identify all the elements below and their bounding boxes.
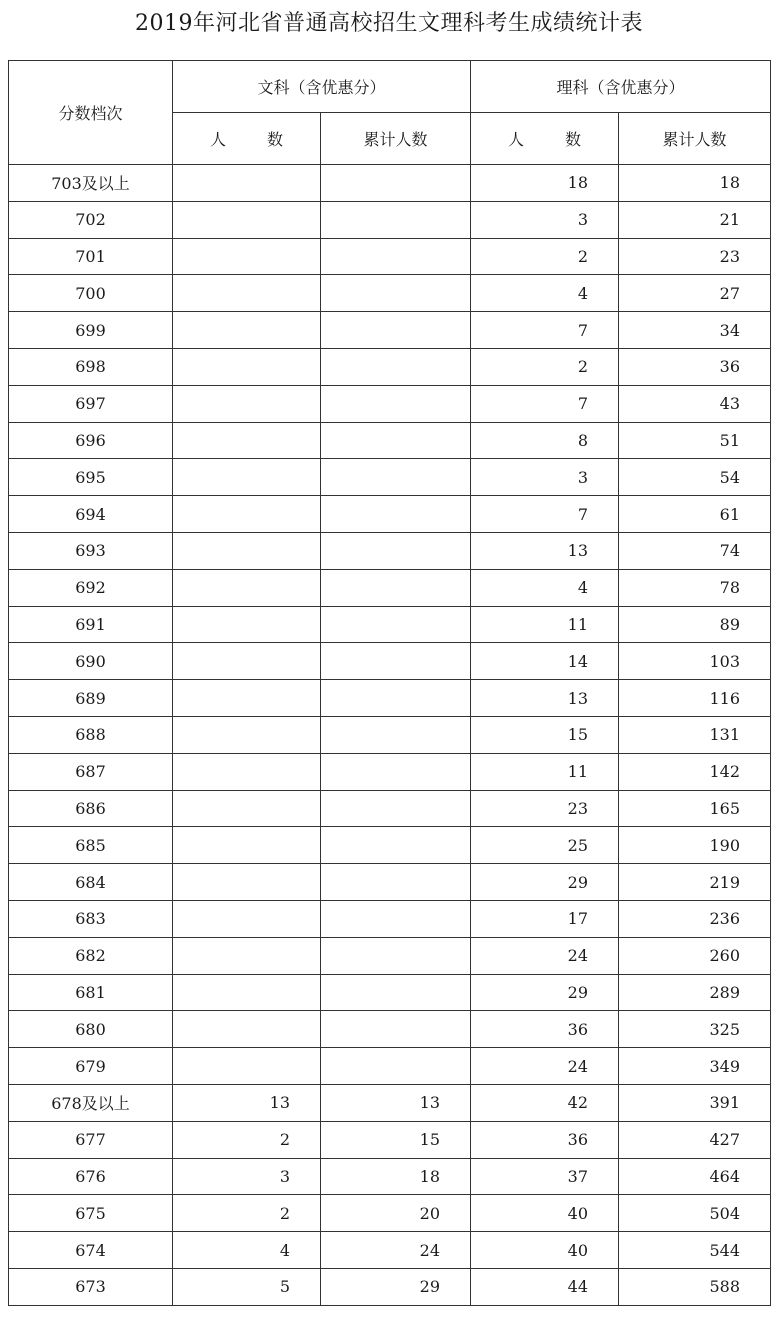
table-row [9, 900, 771, 937]
table-row [9, 569, 771, 606]
science-cumulative-cell: 61 [619, 496, 771, 533]
arts-count-cell [173, 238, 321, 275]
arts-count-cell: 5 [173, 1268, 321, 1305]
science-cumulative-cell: 103 [619, 643, 771, 680]
table-row [9, 496, 771, 533]
arts-count-cell: 3 [173, 1158, 321, 1195]
arts-cumulative-cell [321, 1048, 471, 1085]
science-count-cell: 8 [471, 422, 619, 459]
arts-count-cell [173, 753, 321, 790]
score-cell: 695 [9, 459, 173, 496]
science-count-cell: 15 [471, 716, 619, 753]
header-arts-count: 人 数 [173, 113, 321, 165]
table-row [9, 165, 771, 202]
score-cell: 702 [9, 201, 173, 238]
score-cell: 691 [9, 606, 173, 643]
science-count-cell: 7 [471, 496, 619, 533]
score-cell: 674 [9, 1232, 173, 1269]
table-row [9, 1121, 771, 1158]
science-cumulative-cell: 504 [619, 1195, 771, 1232]
arts-cumulative-cell [321, 753, 471, 790]
science-cumulative-cell: 36 [619, 348, 771, 385]
arts-cumulative-cell [321, 496, 471, 533]
science-count-cell: 17 [471, 900, 619, 937]
science-count-cell: 13 [471, 680, 619, 717]
table-row [9, 275, 771, 312]
header-arts-cumulative: 累计人数 [321, 113, 471, 165]
table-row [9, 1158, 771, 1195]
table-row [9, 532, 771, 569]
arts-count-cell [173, 532, 321, 569]
score-cell: 686 [9, 790, 173, 827]
arts-count-cell: 4 [173, 1232, 321, 1269]
score-cell: 678及以上 [9, 1084, 173, 1121]
score-cell: 701 [9, 238, 173, 275]
arts-cumulative-cell [321, 937, 471, 974]
score-cell: 683 [9, 900, 173, 937]
score-cell: 696 [9, 422, 173, 459]
science-count-cell: 4 [471, 275, 619, 312]
science-count-cell: 4 [471, 569, 619, 606]
arts-count-cell [173, 1011, 321, 1048]
science-count-cell: 2 [471, 348, 619, 385]
arts-cumulative-cell: 18 [321, 1158, 471, 1195]
arts-cumulative-cell [321, 459, 471, 496]
science-count-cell: 25 [471, 827, 619, 864]
header-science-cumulative: 累计人数 [619, 113, 771, 165]
arts-cumulative-cell: 29 [321, 1268, 471, 1305]
science-cumulative-cell: 190 [619, 827, 771, 864]
score-cell: 693 [9, 532, 173, 569]
header-science: 理科（含优惠分） [471, 61, 771, 113]
header-score-band: 分数档次 [9, 61, 173, 165]
science-cumulative-cell: 427 [619, 1121, 771, 1158]
science-count-cell: 2 [471, 238, 619, 275]
score-cell: 703及以上 [9, 165, 173, 202]
arts-count-cell [173, 827, 321, 864]
score-cell: 676 [9, 1158, 173, 1195]
arts-count-cell [173, 1048, 321, 1085]
score-cell: 692 [9, 569, 173, 606]
arts-cumulative-cell: 20 [321, 1195, 471, 1232]
arts-count-cell [173, 165, 321, 202]
score-cell: 688 [9, 716, 173, 753]
arts-count-cell [173, 864, 321, 901]
science-cumulative-cell: 142 [619, 753, 771, 790]
score-cell: 689 [9, 680, 173, 717]
table-row [9, 643, 771, 680]
science-cumulative-cell: 219 [619, 864, 771, 901]
science-count-cell: 36 [471, 1121, 619, 1158]
arts-count-cell [173, 974, 321, 1011]
science-cumulative-cell: 289 [619, 974, 771, 1011]
table-row [9, 1048, 771, 1085]
arts-count-cell [173, 312, 321, 349]
arts-cumulative-cell [321, 312, 471, 349]
arts-cumulative-cell [321, 348, 471, 385]
score-cell: 699 [9, 312, 173, 349]
arts-cumulative-cell: 15 [321, 1121, 471, 1158]
table-row [9, 716, 771, 753]
arts-count-cell [173, 643, 321, 680]
science-count-cell: 14 [471, 643, 619, 680]
science-cumulative-cell: 54 [619, 459, 771, 496]
arts-count-cell [173, 716, 321, 753]
table-row [9, 201, 771, 238]
header-science-count: 人 数 [471, 113, 619, 165]
arts-count-cell [173, 201, 321, 238]
arts-cumulative-cell [321, 532, 471, 569]
science-cumulative-cell: 236 [619, 900, 771, 937]
arts-cumulative-cell [321, 790, 471, 827]
score-cell: 680 [9, 1011, 173, 1048]
arts-count-cell [173, 900, 321, 937]
arts-count-cell: 2 [173, 1195, 321, 1232]
score-cell: 697 [9, 385, 173, 422]
science-cumulative-cell: 260 [619, 937, 771, 974]
score-cell: 675 [9, 1195, 173, 1232]
table-row [9, 606, 771, 643]
arts-count-cell [173, 275, 321, 312]
arts-cumulative-cell [321, 974, 471, 1011]
arts-cumulative-cell [321, 643, 471, 680]
table-row [9, 790, 771, 827]
arts-cumulative-cell [321, 422, 471, 459]
arts-count-cell [173, 790, 321, 827]
table-row [9, 348, 771, 385]
score-cell: 687 [9, 753, 173, 790]
arts-cumulative-cell [321, 900, 471, 937]
science-cumulative-cell: 116 [619, 680, 771, 717]
table-row [9, 312, 771, 349]
table-row [9, 1084, 771, 1121]
science-count-cell: 11 [471, 606, 619, 643]
science-count-cell: 7 [471, 385, 619, 422]
science-count-cell: 40 [471, 1195, 619, 1232]
arts-count-cell [173, 496, 321, 533]
arts-cumulative-cell [321, 569, 471, 606]
science-count-cell: 18 [471, 165, 619, 202]
science-cumulative-cell: 34 [619, 312, 771, 349]
arts-count-cell: 13 [173, 1084, 321, 1121]
arts-cumulative-cell [321, 238, 471, 275]
arts-count-cell [173, 569, 321, 606]
science-cumulative-cell: 349 [619, 1048, 771, 1085]
arts-cumulative-cell [321, 165, 471, 202]
science-cumulative-cell: 51 [619, 422, 771, 459]
table-row [9, 1011, 771, 1048]
table-body [9, 165, 771, 1306]
score-cell: 690 [9, 643, 173, 680]
science-cumulative-cell: 78 [619, 569, 771, 606]
science-cumulative-cell: 21 [619, 201, 771, 238]
science-cumulative-cell: 165 [619, 790, 771, 827]
arts-count-cell [173, 385, 321, 422]
table-row [9, 1232, 771, 1269]
arts-cumulative-cell [321, 385, 471, 422]
science-cumulative-cell: 89 [619, 606, 771, 643]
science-cumulative-cell: 23 [619, 238, 771, 275]
score-cell: 684 [9, 864, 173, 901]
science-count-cell: 7 [471, 312, 619, 349]
science-cumulative-cell: 131 [619, 716, 771, 753]
science-count-cell: 40 [471, 1232, 619, 1269]
science-cumulative-cell: 74 [619, 532, 771, 569]
arts-cumulative-cell [321, 1011, 471, 1048]
arts-cumulative-cell [321, 606, 471, 643]
score-cell: 681 [9, 974, 173, 1011]
science-cumulative-cell: 43 [619, 385, 771, 422]
score-cell: 698 [9, 348, 173, 385]
arts-count-cell: 2 [173, 1121, 321, 1158]
score-cell: 677 [9, 1121, 173, 1158]
arts-cumulative-cell [321, 864, 471, 901]
table-row [9, 385, 771, 422]
table-row [9, 422, 771, 459]
arts-count-cell [173, 422, 321, 459]
page-title: 2019年河北省普通高校招生文理科考生成绩统计表 [135, 11, 643, 36]
arts-count-cell [173, 459, 321, 496]
score-cell: 673 [9, 1268, 173, 1305]
science-cumulative-cell: 18 [619, 165, 771, 202]
science-count-cell: 3 [471, 201, 619, 238]
score-cell: 685 [9, 827, 173, 864]
science-count-cell: 23 [471, 790, 619, 827]
science-count-cell: 42 [471, 1084, 619, 1121]
arts-count-cell [173, 680, 321, 717]
table-row [9, 459, 771, 496]
science-count-cell: 29 [471, 974, 619, 1011]
table-row [9, 680, 771, 717]
science-count-cell: 24 [471, 1048, 619, 1085]
arts-cumulative-cell [321, 275, 471, 312]
table-row [9, 827, 771, 864]
science-count-cell: 13 [471, 532, 619, 569]
science-count-cell: 24 [471, 937, 619, 974]
arts-cumulative-cell [321, 201, 471, 238]
score-cell: 682 [9, 937, 173, 974]
arts-cumulative-cell [321, 827, 471, 864]
table-row [9, 864, 771, 901]
science-cumulative-cell: 325 [619, 1011, 771, 1048]
arts-cumulative-cell [321, 716, 471, 753]
score-cell: 679 [9, 1048, 173, 1085]
table-row [9, 937, 771, 974]
science-cumulative-cell: 544 [619, 1232, 771, 1269]
table-row [9, 1268, 771, 1305]
science-count-cell: 37 [471, 1158, 619, 1195]
table-row [9, 753, 771, 790]
science-cumulative-cell: 464 [619, 1158, 771, 1195]
science-count-cell: 36 [471, 1011, 619, 1048]
science-count-cell: 44 [471, 1268, 619, 1305]
table-row [9, 1195, 771, 1232]
science-count-cell: 29 [471, 864, 619, 901]
arts-cumulative-cell [321, 680, 471, 717]
science-count-cell: 11 [471, 753, 619, 790]
score-cell: 694 [9, 496, 173, 533]
science-cumulative-cell: 588 [619, 1268, 771, 1305]
arts-cumulative-cell: 24 [321, 1232, 471, 1269]
score-statistics-table [8, 60, 771, 1306]
arts-cumulative-cell: 13 [321, 1084, 471, 1121]
arts-count-cell [173, 937, 321, 974]
arts-count-cell [173, 348, 321, 385]
arts-count-cell [173, 606, 321, 643]
table-row [9, 974, 771, 1011]
table-row [9, 238, 771, 275]
header-arts: 文科（含优惠分） [173, 61, 471, 113]
science-cumulative-cell: 27 [619, 275, 771, 312]
science-cumulative-cell: 391 [619, 1084, 771, 1121]
score-cell: 700 [9, 275, 173, 312]
science-count-cell: 3 [471, 459, 619, 496]
